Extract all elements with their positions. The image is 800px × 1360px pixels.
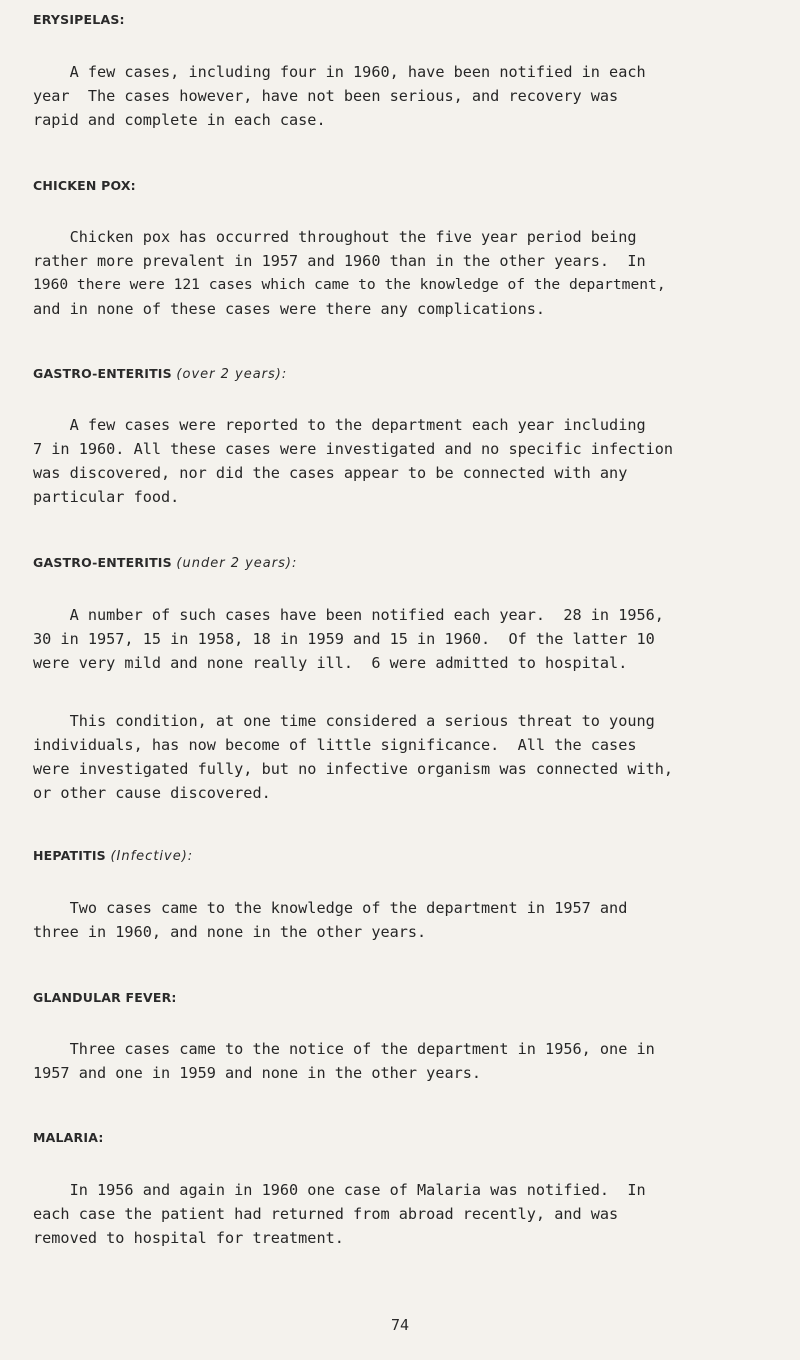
text-line: 30 in 1957, 15 in 1958, 18 in 1959 and 15 in 1960. Of the latter 10	[33, 630, 655, 648]
text-line: was discovered, nor did the cases appear to be connected with any	[33, 464, 628, 482]
heading-erysipelas	[33, 12, 125, 27]
paragraph-gastro-over	[33, 413, 778, 509]
text-line: and in none of these cases were there any complications.	[33, 300, 546, 318]
paragraph-malaria	[33, 1178, 778, 1250]
text-line: Three cases came to the notice of the department in 1956, one in	[33, 1040, 655, 1058]
page-number: 74	[390, 1316, 410, 1334]
heading-gastro-over-qualifier: (over 2 years):	[176, 367, 288, 382]
text-line: Chicken pox has occurred throughout the five year period being	[33, 228, 637, 246]
text-line: individuals, has now become of little significance. All the cases	[33, 736, 637, 754]
text-line: rather more prevalent in 1957 and 1960 than in the other years. In	[33, 252, 646, 270]
text-line: were very mild and none really ill. 6 were admitted to hospital.	[33, 654, 628, 672]
text-line: were investigated fully, but no infective organism was connected with,	[33, 760, 674, 778]
text-line: 7 in 1960. All these cases were investigated and no specific infection	[33, 440, 674, 458]
heading-gastro-under-qualifier: (under 2 years):	[176, 556, 298, 571]
text-line: A few cases, including four in 1960, have been notified in each	[33, 63, 646, 81]
paragraph-gastro-under-1	[33, 603, 778, 675]
heading-gastro-over	[33, 366, 287, 382]
heading-malaria-text: MALARIA:	[33, 1130, 104, 1145]
heading-gastro-under	[33, 555, 297, 571]
heading-gastro-over-text: GASTRO-ENTERITIS	[33, 366, 172, 381]
text-line: or other cause discovered.	[33, 784, 271, 802]
heading-glandular-fever-text: GLANDULAR FEVER:	[33, 990, 177, 1005]
text-line: rapid and complete in each case.	[33, 111, 326, 129]
heading-chicken-pox-text: CHICKEN POX:	[33, 178, 136, 193]
text-line: 1957 and one in 1959 and none in the other years.	[33, 1064, 482, 1082]
heading-hepatitis	[33, 848, 193, 864]
text-line: In 1956 and again in 1960 one case of Malaria was notified. In	[33, 1181, 646, 1199]
text-line: removed to hospital for treatment.	[33, 1229, 344, 1247]
text-line: each case the patient had returned from abroad recently, and was	[33, 1205, 619, 1223]
text-line: 1960 there were 121 cases which came to the knowledge of the department,	[33, 276, 666, 293]
heading-erysipelas-text: ERYSIPELAS:	[33, 12, 125, 27]
text-line: three in 1960, and none in the other years.	[33, 923, 427, 941]
heading-malaria	[33, 1130, 104, 1145]
text-line: year The cases however, have not been serious, and recovery was	[33, 87, 619, 105]
heading-hepatitis-text: HEPATITIS	[33, 848, 106, 863]
heading-gastro-under-text: GASTRO-ENTERITIS	[33, 555, 172, 570]
text-line: A few cases were reported to the department each year including	[33, 416, 646, 434]
text-line: particular food.	[33, 488, 180, 506]
heading-glandular-fever	[33, 990, 177, 1005]
paragraph-chicken-pox	[33, 225, 778, 321]
text-line: A number of such cases have been notified each year. 28 in 1956,	[33, 606, 664, 624]
heading-chicken-pox	[33, 178, 136, 193]
paragraph-glandular-fever	[33, 1037, 778, 1085]
paragraph-erysipelas	[33, 60, 778, 132]
paragraph-gastro-under-2	[33, 709, 778, 805]
paragraph-hepatitis	[33, 896, 778, 944]
text-line: Two cases came to the knowledge of the department in 1957 and	[33, 899, 628, 917]
text-line: This condition, at one time considered a serious threat to young	[33, 712, 655, 730]
heading-hepatitis-qualifier: (Infective):	[110, 849, 194, 864]
